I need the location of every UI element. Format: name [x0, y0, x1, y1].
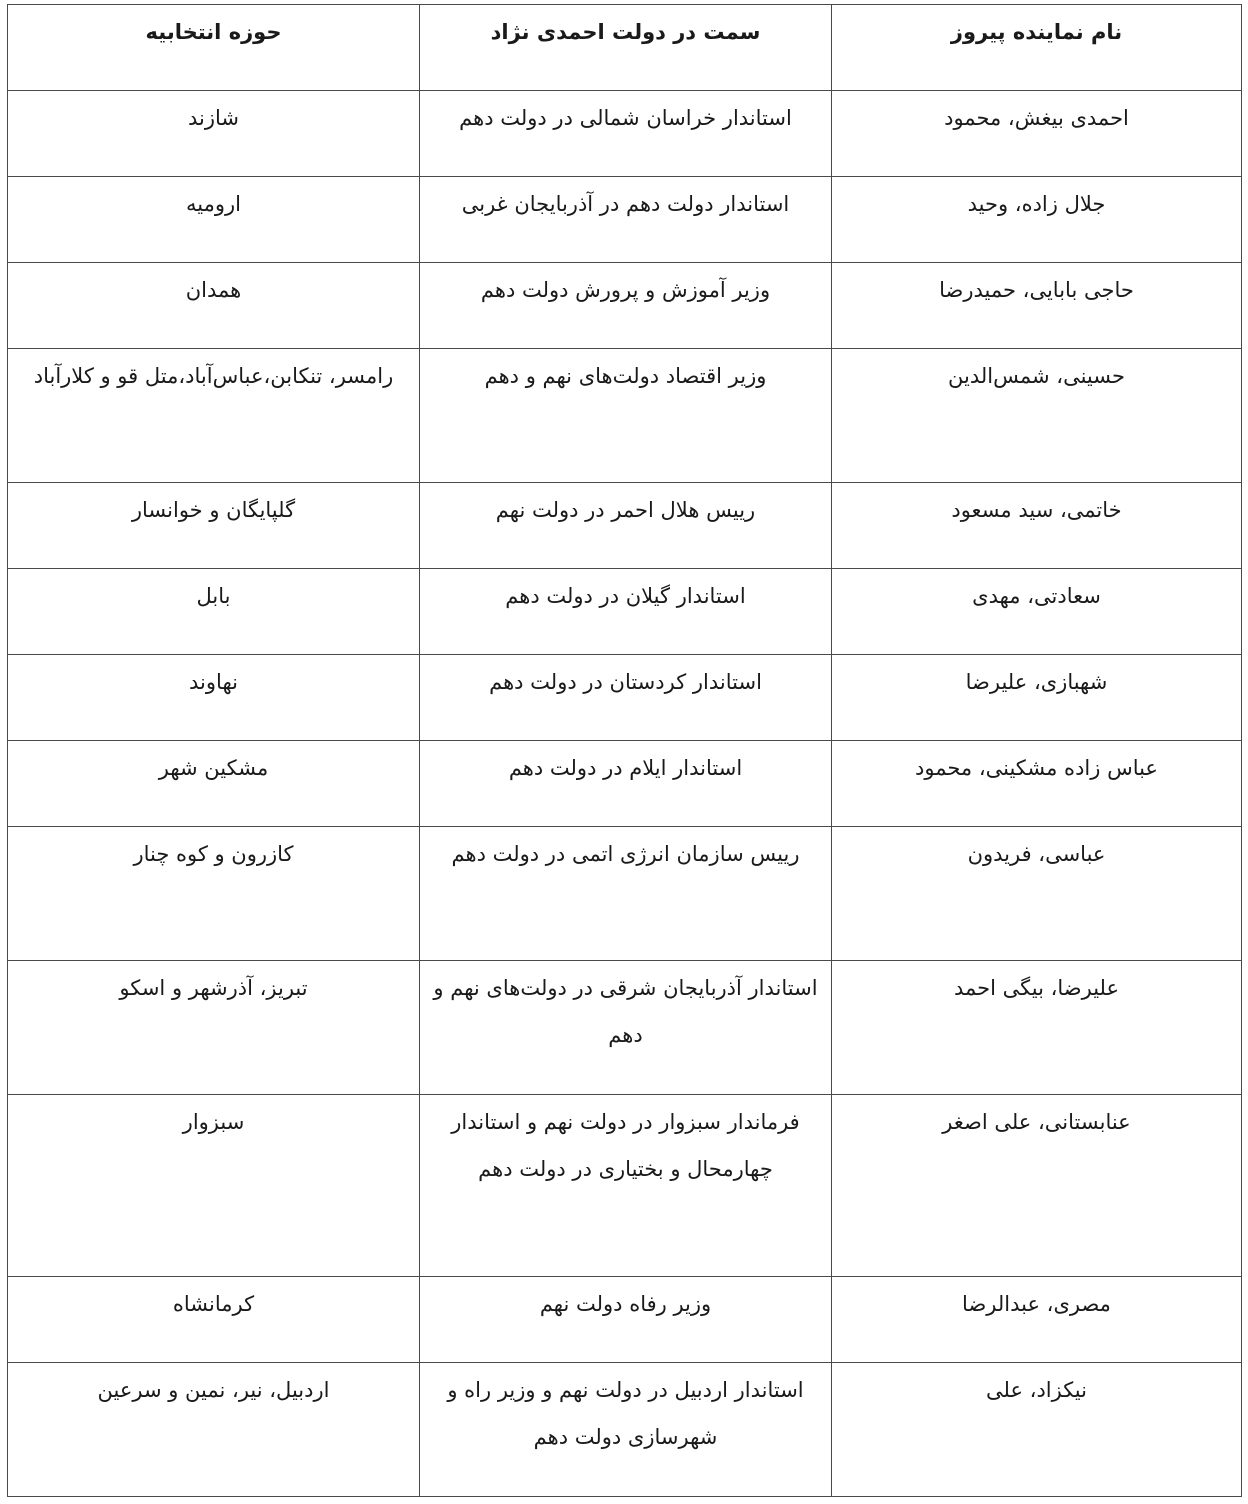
cell-role: وزیر اقتصاد دولت‌های نهم و دهم	[420, 349, 832, 483]
cell-role: استاندار اردبیل در دولت نهم و وزیر راه و شهرسازی دولت دهم	[420, 1363, 832, 1497]
cell-district: اردبیل، نیر، نمین و سرعین	[8, 1363, 420, 1497]
cell-role: وزیر آموزش و پرورش دولت دهم	[420, 263, 832, 349]
cell-role: رییس سازمان انرژی اتمی در دولت دهم	[420, 827, 832, 961]
cell-district: گلپایگان و خوانسار	[8, 483, 420, 569]
table-row	[8, 655, 1242, 741]
cell-name: حاجی بابایی، حمیدرضا	[832, 263, 1242, 349]
cell-district: ارومیه	[8, 177, 420, 263]
cell-district: بابل	[8, 569, 420, 655]
cell-name: مصری، عبدالرضا	[832, 1277, 1242, 1363]
cell-name: احمدی بیغش، محمود	[832, 91, 1242, 177]
cell-name: عباس زاده مشکینی، محمود	[832, 741, 1242, 827]
table-row	[8, 483, 1242, 569]
cell-name: شهبازی، علیرضا	[832, 655, 1242, 741]
cell-role: استاندار آذربایجان شرقی در دولت‌های نهم و دهم	[420, 961, 832, 1095]
cell-district: رامسر، تنکابن،عباس‌آباد،متل قو و کلارآباد	[8, 349, 420, 483]
cell-name: سعادتی، مهدی	[832, 569, 1242, 655]
cell-district: سبزوار	[8, 1095, 420, 1277]
table-row	[8, 741, 1242, 827]
cell-district: شازند	[8, 91, 420, 177]
table-row	[8, 1277, 1242, 1363]
table-row	[8, 263, 1242, 349]
cell-role: استاندار دولت دهم در آذربایجان غربی	[420, 177, 832, 263]
header-role: سمت در دولت احمدی نژاد	[420, 5, 832, 91]
cell-role: استاندار کردستان در دولت دهم	[420, 655, 832, 741]
table-row	[8, 177, 1242, 263]
table-row	[8, 1363, 1242, 1497]
table-row	[8, 569, 1242, 655]
header-row	[8, 5, 1242, 91]
cell-name: علیرضا، بیگی احمد	[832, 961, 1242, 1095]
table-row	[8, 1095, 1242, 1277]
cell-district: کرمانشاه	[8, 1277, 420, 1363]
table-row	[8, 91, 1242, 177]
cell-district: کازرون و کوه چنار	[8, 827, 420, 961]
table-row	[8, 827, 1242, 961]
cell-district: مشکین شهر	[8, 741, 420, 827]
table-row	[8, 349, 1242, 483]
cell-name: خاتمی، سید مسعود	[832, 483, 1242, 569]
cell-role: فرماندار سبزوار در دولت نهم و استاندار چهارمحال و بختیاری در دولت دهم	[420, 1095, 832, 1277]
cell-role: استاندار گیلان در دولت دهم	[420, 569, 832, 655]
cell-name: عنابستانی، علی اصغر	[832, 1095, 1242, 1277]
cell-district: تبریز، آذرشهر و اسکو	[8, 961, 420, 1095]
header-district: حوزه انتخابیه	[8, 5, 420, 91]
cell-role: وزیر رفاه دولت نهم	[420, 1277, 832, 1363]
cell-role: استاندار خراسان شمالی در دولت دهم	[420, 91, 832, 177]
representatives-table	[7, 4, 1242, 1497]
cell-name: نیکزاد، علی	[832, 1363, 1242, 1497]
cell-name: عباسی، فریدون	[832, 827, 1242, 961]
cell-district: نهاوند	[8, 655, 420, 741]
table-row	[8, 961, 1242, 1095]
cell-name: جلال زاده، وحید	[832, 177, 1242, 263]
cell-role: استاندار ایلام در دولت دهم	[420, 741, 832, 827]
header-name: نام نماینده پیروز	[832, 5, 1242, 91]
cell-name: حسینی، شمس‌الدین	[832, 349, 1242, 483]
cell-district: همدان	[8, 263, 420, 349]
cell-role: رییس هلال احمر در دولت نهم	[420, 483, 832, 569]
